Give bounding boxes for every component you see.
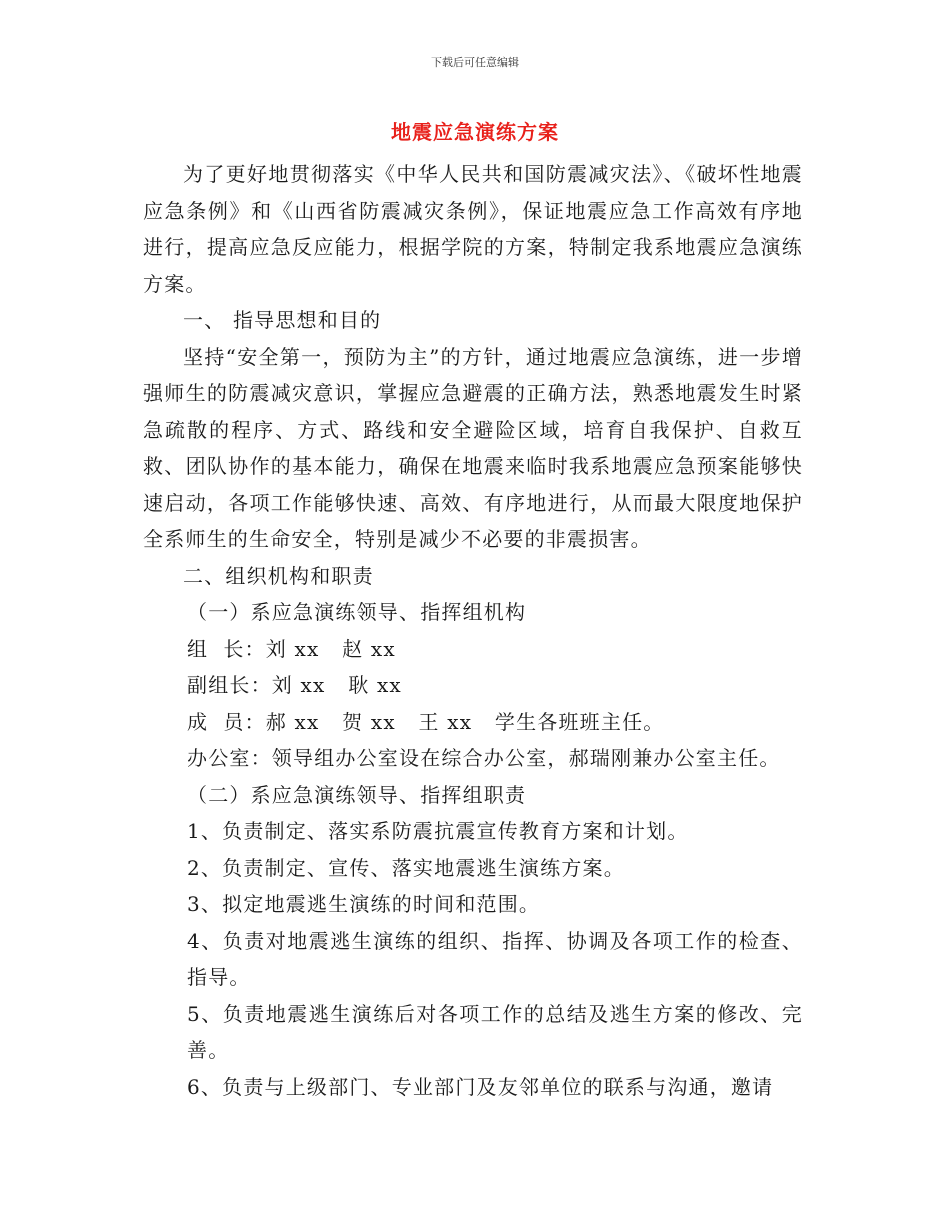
subsection2-heading: （二）系应急演练领导、指挥组职责 (187, 782, 527, 807)
duty-item: 6、负责与上级部门、专业部门及友邻单位的联系与沟通，邀请 (187, 1074, 774, 1099)
subsection1-heading: （一）系应急演练领导、指挥组机构 (187, 600, 527, 624)
section1-heading: 一、 指导思想和目的 (183, 308, 382, 332)
section2-heading: 二、组织机构和职责 (183, 563, 374, 588)
section1-paragraph: 坚持“安全第一，预防为主”的方针，通过地震应急演练，进一步增强师生的防震减灾意识，掌握应急避震的正确方法，熟悉地震发生时紧急疏散的程序、方式、路线和安全避险区域，培育自我保护、自救互救、团队协作的基本能力，确保在地震来临时我系地震应急预案能够快速启动，各项工作能够快速、高效、有序地进行，从而最大限度地保护全系师生的生命安全，特别是减少不必要的非震损害。 (143, 344, 803, 551)
office-line: 办公室：领导组办公室设在综合办公室，郝瑞刚兼办公室主任。 (187, 746, 781, 770)
duty-item: 3、拟定地震逃生演练的时间和范围。 (187, 892, 541, 916)
duty-item: 1、负责制定、落实系防震抗震宣传教育方案和计划。 (187, 819, 689, 843)
members-line: 成 员：郝 xx 贺 xx 王 xx 学生各班班主任。 (187, 709, 665, 734)
deputy-line: 副组长：刘 xx 耿 xx (187, 673, 402, 697)
header-note: 下载后可任意编辑 (431, 56, 519, 69)
intro-paragraph: 为了更好地贯彻落实《中华人民共和国防震减灾法》、《破坏性地震应急条例》和《山西省防震减灾条例》，保证地震应急工作高效有序地进行，提高应急反应能力，根据学院的方案，特制定我系地震应急演练方案。 (143, 162, 803, 296)
duty-item: 4、负责对地震逃生演练的组织、指挥、协调及各项工作的检查、指导。 (187, 928, 803, 989)
duty-item: 2、负责制定、宣传、落实地震逃生演练方案。 (187, 855, 625, 880)
duty-item: 5、负责地震逃生演练后对各项工作的总结及逃生方案的修改、完善。 (187, 1001, 803, 1062)
document-body (143, 156, 803, 1105)
leader-line: 组 长：刘 xx 赵 xx (187, 636, 396, 661)
document-title: 地震应急演练方案 (391, 120, 559, 144)
